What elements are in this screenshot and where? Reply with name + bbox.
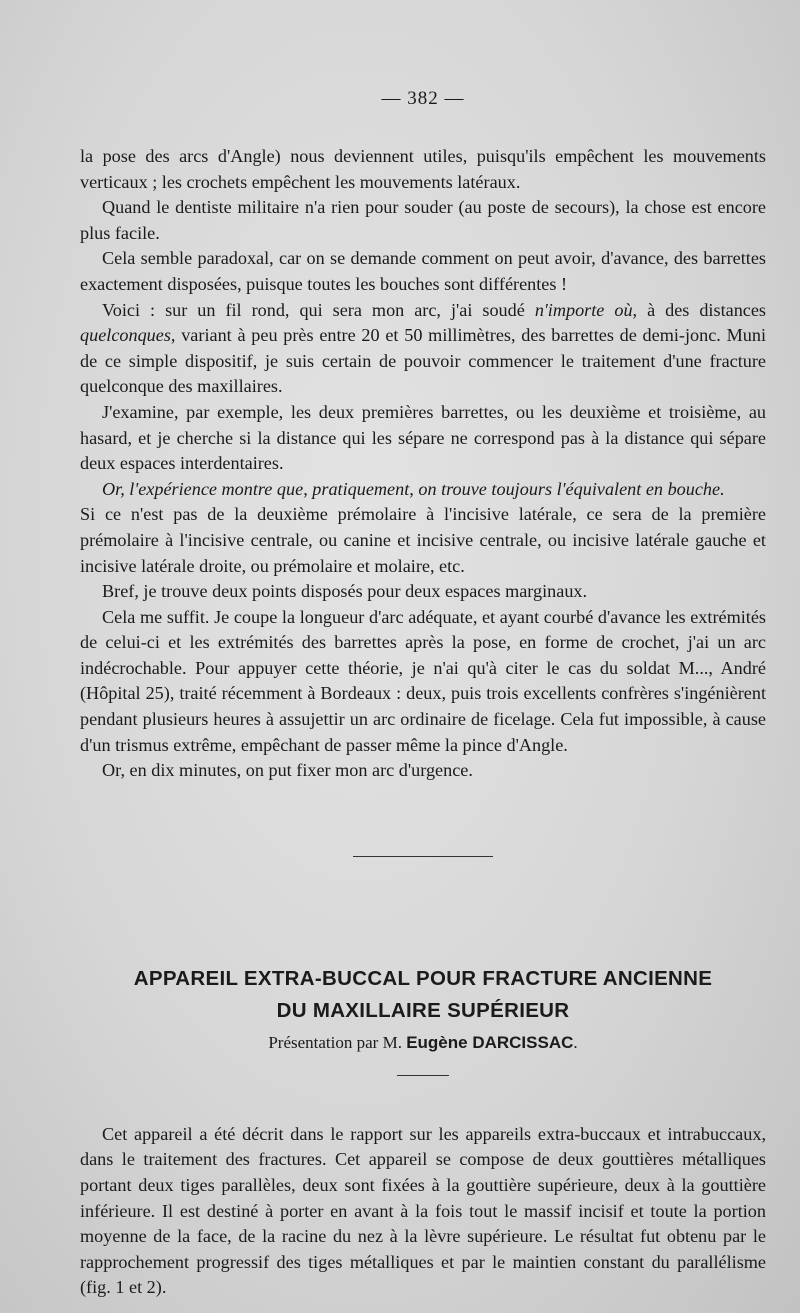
article-body-2 [80,1122,766,1301]
paragraph: Cela me suffit. Je coupe la longueur d'arc adéquate, et ayant courbé d'avance les extrémités de celui-ci et les extrémités des barrettes après la pose, en forme de crochet, j'ai un arc indécrochable. Pour appuyer cette théorie, je n'ai qu'à citer le cas du soldat M..., André (Hôpital 25), traité récemment à Bordeaux : deux, puis trois excellents confrères s'ingénièrent pendant plusieurs heures à assujettir un arc ordinaire de ficelage. Cela fut impossible, à cause d'un trismus extrême, empêchant de passer même la pince d'Angle. [80,606,766,755]
paragraph: Or, en dix minutes, on put fixer mon arc d'urgence. [102,760,473,781]
paragraph [80,477,766,503]
paragraph: Cet appareil a été décrit dans le rapport sur les appareils extra-buccaux et intrabuccaux, dans le traitement des fractures. Cet appareil se compose de deux gouttières métalliques portant deux tiges parallèles, deux sont fixées à la gouttière supérieure, deux à la gouttière inférieure. Il est destiné à porter en avant à la fois tout le massif incisif et toute la portion moyenne de la face, de la racine du nez à la lèvre supérieure. Le résultat fut obtenu par le rapprochement progressif des tiges métalliques et par le maintien constant du parallélisme (fig. 1 et 2). [80,1123,766,1298]
text-run: , à des distances [632,299,767,320]
title-divider [397,1075,449,1076]
text-run: Voici : sur un fil rond, qui sera mon arc, j'ai soudé [102,299,535,320]
paragraph: Bref, je trouve deux points disposés pour deux espaces marginaux. [102,581,588,602]
paragraph: Si ce n'est pas de la deuxième prémolaire à l'incisive latérale, ce sera de la première prémolaire à l'incisive centrale, ou canine et incisive centrale, ou incisive latérale gauche et incisive latérale droite, ou prémolaire et molaire, etc. [80,504,766,576]
presenter-prefix: Présentation par M. [268,1032,407,1052]
italic-text: quelconques [80,325,171,346]
presenter-suffix: . [573,1032,578,1052]
article-body [80,144,766,784]
italic-text: Or, l'expérience montre que, pratiquement, on trouve toujours l'équivalent en bouche. [102,478,725,499]
author-name: Eugène DARCISSAC [406,1032,574,1052]
italic-text: n'importe où [534,299,633,320]
title-line: APPAREIL EXTRA-BUCCAL POUR FRACTURE ANCIENNE [133,966,713,990]
paragraph: Cela semble paradoxal, car on se demande comment on peut avoir, d'avance, des barrettes exactement disposées, puisque toutes les bouches sont différentes ! [80,248,766,294]
text-run: , variant à peu près entre 20 et 50 millimètres, des barrettes de demi-jonc. Muni de ce simple dispositif, je suis certain de pouvoir commencer le traitement d'une fracture quelconque des maxillaires. [80,325,766,397]
title-line: DU MAXILLAIRE SUPÉRIEUR [276,998,570,1022]
paragraph: la pose des arcs d'Angle) nous deviennent utiles, puisqu'ils empêchent les mouvements verticaux ; les crochets empêchent les mouvements latéraux. [80,146,766,192]
page-number: — 382 — [381,88,465,109]
paragraph: J'examine, par exemple, les deux premières barrettes, ou les deuxième et troisième, au hasard, et je cherche si la distance qui les sépare ne correspond pas à la distance qui sépare deux espaces interdentaires. [80,401,766,474]
paragraph [80,298,766,400]
article-title [80,963,766,1027]
section-divider [353,856,493,857]
presenter-line [80,1033,766,1053]
paragraph: Quand le dentiste militaire n'a rien pour souder (au poste de secours), la chose est encore plus facile. [80,197,766,243]
